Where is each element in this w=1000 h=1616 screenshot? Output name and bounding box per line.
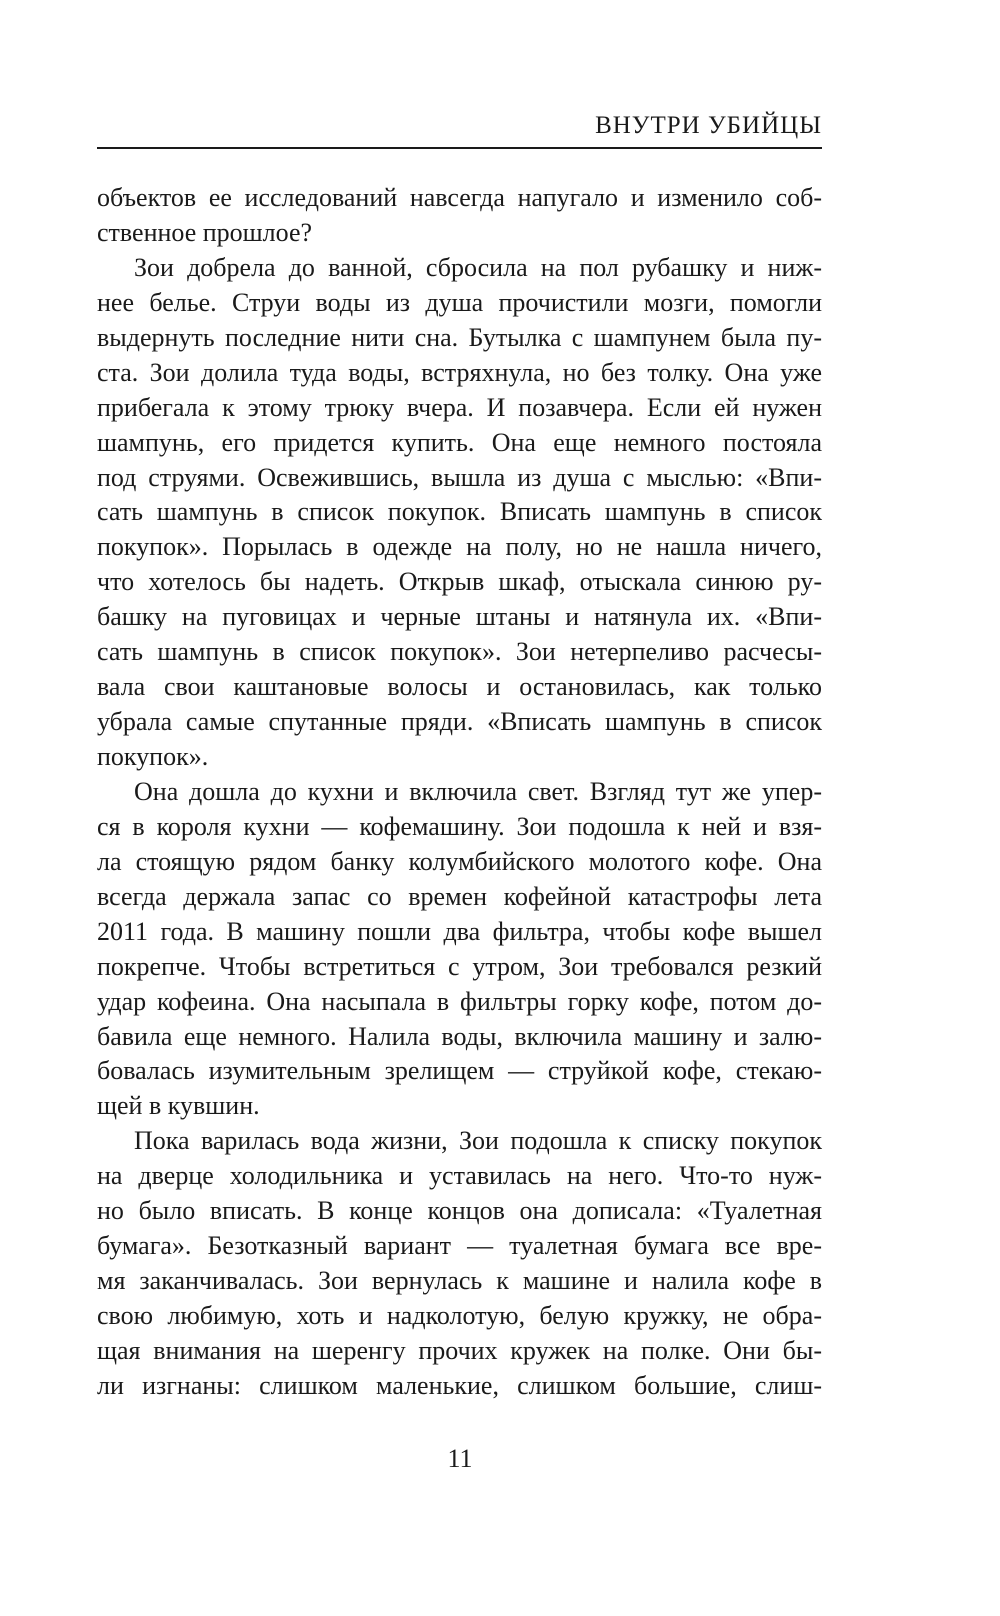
paragraph: [97, 775, 822, 1124]
text-line: Пока варилась вода жизни, Зои подошла к списку покупок: [134, 1126, 822, 1156]
text-line: вала свои каштановые волосы и остановилась, как только: [97, 672, 822, 702]
text-line: свою любимую, хоть и надколотую, белую кружку, не обра-: [97, 1301, 822, 1330]
text-line: щая внимания на шеренгу прочих кружек на полке. Они бы-: [97, 1335, 822, 1365]
text-line: бовалась изумительным зрелищем — струйкой кофе, стекаю-: [97, 1056, 822, 1086]
text-line: покупок». Порылась в одежде на полу, но не нашла ничего,: [97, 532, 822, 562]
header-rule: [97, 147, 822, 149]
text-line: Она дошла до кухни и включила свет. Взгляд тут же упер-: [134, 776, 822, 806]
running-header: ВНУТРИ УБИЙЦЫ: [595, 112, 822, 139]
text-line: шампунь, его придется купить. Она еще немного постояла: [97, 427, 822, 457]
text-line: щей в кувшин.: [97, 1091, 260, 1121]
text-line: Зои добрела до ванной, сбросила на пол рубашку и ниж-: [134, 252, 822, 282]
text-line: покрепче. Чтобы встретиться с утром, Зои требовался резкий: [97, 951, 822, 981]
text-line: бавила еще немного. Налила воды, включила машину и залю-: [97, 1021, 822, 1051]
paragraph: [97, 181, 822, 251]
body-text: [97, 181, 822, 1404]
text-line: прибегала к этому трюку вчера. И позавчера. Если ей нужен: [97, 392, 822, 422]
text-line: сать шампунь в список покупок». Зои нетерпеливо расчесы-: [97, 637, 822, 667]
text-line: объектов ее исследований навсегда напугало и изменило соб-: [97, 183, 822, 212]
text-line: сать шампунь в список покупок. Вписать шампунь в список: [97, 497, 822, 527]
text-line: бумага». Безотказный вариант — туалетная бумага все вре-: [97, 1231, 822, 1261]
text-line: выдернуть последние нити сна. Бутылка с шампунем была пу-: [97, 322, 822, 352]
text-line: ственное прошлое?: [97, 217, 313, 247]
text-line: нее белье. Струи воды из душа прочистили мозги, помогли: [97, 287, 822, 317]
text-line: удар кофеина. Она насыпала в фильтры горку кофе, потом до-: [97, 986, 822, 1016]
text-line: ла стоящую рядом банку колумбийского молотого кофе. Она: [97, 846, 822, 876]
text-line: что хотелось бы надеть. Открыв шкаф, отыскала синюю ру-: [97, 567, 822, 597]
text-line: всегда держала запас со времен кофейной катастрофы лета: [97, 881, 822, 911]
text-line: мя заканчивалась. Зои вернулась к машине и налила кофе в: [97, 1266, 822, 1296]
text-line: но было вписать. В конце концов она дописала: «Туалетная: [97, 1196, 822, 1226]
text-line: под струями. Освежившись, вышла из душа с мыслью: «Впи-: [97, 462, 822, 492]
text-line: 2011 года. В машину пошли два фильтра, чтобы кофе вышел: [97, 916, 822, 946]
page-number: 11: [447, 1444, 473, 1473]
text-line: ся в короля кухни — кофемашину. Зои подошла к ней и взя-: [97, 811, 822, 841]
text-line: покупок».: [97, 742, 209, 771]
text-line: башку на пуговицах и черные штаны и натянула их. «Впи-: [97, 602, 822, 632]
text-line: на дверце холодильника и уставилась на него. Что-то нуж-: [97, 1161, 822, 1191]
text-line: ста. Зои долила туда воды, встряхнула, но без толку. Она уже: [97, 357, 822, 387]
paragraph: [97, 1124, 822, 1404]
paragraph: [97, 251, 822, 775]
text-line: ли изгнаны: слишком маленькие, слишком большие, слиш-: [97, 1370, 822, 1400]
text-line: убрала самые спутанные пряди. «Вписать шампунь в список: [97, 707, 822, 737]
